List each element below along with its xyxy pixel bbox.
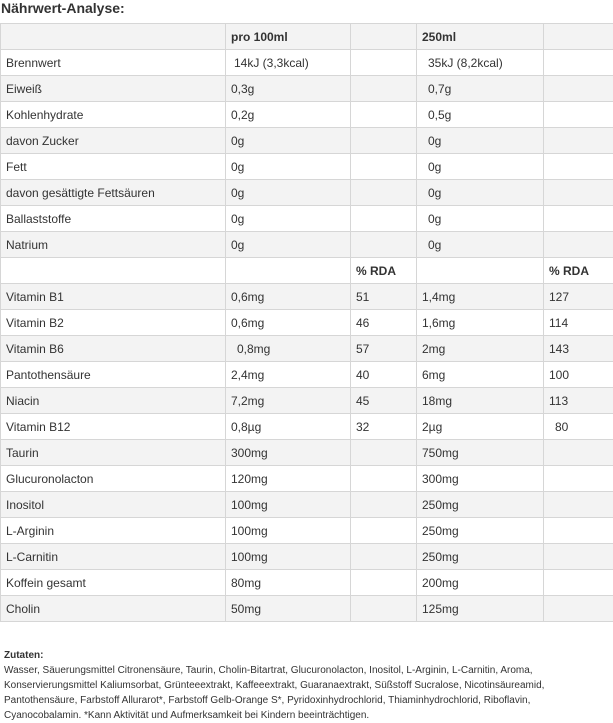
table-row-zucker [1,128,613,154]
value-100ml: 120mg [226,466,351,492]
rda-250ml: 113 [544,388,613,414]
rda-100ml: 40 [351,362,417,388]
empty-cell [351,232,417,258]
empty-cell [544,466,613,492]
value-250ml: 750mg [417,440,544,466]
nutrient-name: Vitamin B12 [1,414,226,440]
empty-cell [351,50,417,76]
header-cell-empty [226,258,351,284]
empty-cell [544,544,613,570]
value-100ml: 14kJ (3,3kcal) [226,50,351,76]
table-row-brennwert [1,50,613,76]
value-100ml: 0,8mg [226,336,351,362]
value-100ml: 0,6mg [226,284,351,310]
value-100ml: 0g [226,154,351,180]
empty-cell [351,570,417,596]
value-250ml: 0g [417,154,544,180]
value-100ml: 2,4mg [226,362,351,388]
table-row-pantothensaeure [1,362,613,388]
empty-cell [351,518,417,544]
value-250ml: 0g [417,232,544,258]
table-row-eiweiss [1,76,613,102]
value-100ml: 0,3g [226,76,351,102]
value-100ml: 0g [226,206,351,232]
nutrient-name: Vitamin B1 [1,284,226,310]
empty-cell [544,206,613,232]
table-row-vitamin-b6 [1,336,613,362]
value-250ml: 300mg [417,466,544,492]
table-row-vitamin-b12 [1,414,613,440]
nutrient-name: Kohlenhydrate [1,102,226,128]
rda-100ml: 57 [351,336,417,362]
table-row-taurin [1,440,613,466]
empty-cell [544,102,613,128]
rda-250ml: 143 [544,336,613,362]
empty-cell [351,492,417,518]
value-250ml: 125mg [417,596,544,622]
rda-250ml: 100 [544,362,613,388]
nutrition-table [0,23,613,622]
header-cell-empty [351,24,417,50]
value-250ml: 250mg [417,518,544,544]
value-250ml: 1,4mg [417,284,544,310]
header-cell-empty [1,24,226,50]
empty-cell [351,180,417,206]
rda-100ml: 51 [351,284,417,310]
nutrient-name: davon gesättigte Fettsäuren [1,180,226,206]
value-100ml: 50mg [226,596,351,622]
nutrient-name: Niacin [1,388,226,414]
nutrient-name: Fett [1,154,226,180]
nutrient-name: Vitamin B2 [1,310,226,336]
empty-cell [351,128,417,154]
value-100ml: 0g [226,128,351,154]
nutrient-name: Pantothensäure [1,362,226,388]
value-250ml: 6mg [417,362,544,388]
header-250ml: 250ml [417,24,544,50]
table-row-vitamin-b1 [1,284,613,310]
value-250ml: 2µg [417,414,544,440]
empty-cell [351,440,417,466]
rda-250ml: 114 [544,310,613,336]
table-row-ballaststoffe [1,206,613,232]
rda-100ml: 46 [351,310,417,336]
ingredients-text: Wasser, Säuerungsmittel Citronensäure, Taurin, Cholin-Bitartrat, Glucuronolacton, Inositol, L-Arginin, L-Carnitin, Aroma, Konservierungsmittel Kaliumsorbat, Grünteeextrakt, Kaffeeextrakt, Guaranaextrakt, Süßstoff Sucralose, Nicotinsäureamid, Pantothensäure, Farbstoff Allurarot*, Farbstoff Gelb-Orange S*, Pyridoxinhydrochlorid, Thiaminhydrochlorid, Riboflavin, Cyanocobalamin. *Kann Aktivität und Aufmerksamkeit bei Kindern beeinträchtigen. [4,665,544,721]
value-100ml: 0g [226,232,351,258]
empty-cell [544,50,613,76]
rda-250ml: 80 [544,414,613,440]
rda-100ml: 45 [351,388,417,414]
header-cell-empty [1,258,226,284]
table-row-fett [1,154,613,180]
header-rda-250ml: % RDA [544,258,613,284]
header-rda-100ml: % RDA [351,258,417,284]
nutrient-name: Ballaststoffe [1,206,226,232]
empty-cell [351,596,417,622]
value-100ml: 0,2g [226,102,351,128]
empty-cell [544,76,613,102]
header-cell-empty [544,24,613,50]
empty-cell [351,544,417,570]
value-250ml: 2mg [417,336,544,362]
value-250ml: 250mg [417,544,544,570]
empty-cell [544,440,613,466]
value-250ml: 250mg [417,492,544,518]
header-cell-empty [417,258,544,284]
value-250ml: 0g [417,180,544,206]
value-100ml: 100mg [226,492,351,518]
value-100ml: 100mg [226,544,351,570]
nutrient-name: Koffein gesamt [1,570,226,596]
empty-cell [544,128,613,154]
empty-cell [544,180,613,206]
rda-100ml: 32 [351,414,417,440]
empty-cell [351,206,417,232]
table-row-l-arginin [1,518,613,544]
nutrient-name: Glucuronolacton [1,466,226,492]
value-250ml: 200mg [417,570,544,596]
table-row-kohlenhydrate [1,102,613,128]
nutrient-name: Natrium [1,232,226,258]
value-100ml: 300mg [226,440,351,466]
empty-cell [351,466,417,492]
table-row-l-carnitin [1,544,613,570]
empty-cell [351,102,417,128]
value-250ml: 18mg [417,388,544,414]
empty-cell [544,596,613,622]
empty-cell [544,492,613,518]
nutrient-name: davon Zucker [1,128,226,154]
table-rda-header-row [1,258,613,284]
value-250ml: 0,5g [417,102,544,128]
nutrient-name: L-Carnitin [1,544,226,570]
table-row-natrium [1,232,613,258]
value-100ml: 0,6mg [226,310,351,336]
page-title: Nährwert-Analyse: [1,0,125,20]
value-100ml: 7,2mg [226,388,351,414]
nutrient-name: Brennwert [1,50,226,76]
value-250ml: 0g [417,206,544,232]
table-header-row [1,24,613,50]
nutrient-name: Cholin [1,596,226,622]
nutrient-name: Eiweiß [1,76,226,102]
value-100ml: 100mg [226,518,351,544]
value-250ml: 0g [417,128,544,154]
value-250ml: 1,6mg [417,310,544,336]
ingredients-label: Zutaten: [4,649,610,663]
empty-cell [544,570,613,596]
table-row-cholin [1,596,613,622]
ingredients-section [4,649,610,723]
nutrient-name: Taurin [1,440,226,466]
table-row-vitamin-b2 [1,310,613,336]
value-100ml: 0,8µg [226,414,351,440]
table-row-glucuronolacton [1,466,613,492]
header-pro-100ml: pro 100ml [226,24,351,50]
table-row-koffein [1,570,613,596]
nutrient-name: Inositol [1,492,226,518]
value-100ml: 80mg [226,570,351,596]
nutrient-name: Vitamin B6 [1,336,226,362]
empty-cell [544,518,613,544]
table-row-fettsaeuren [1,180,613,206]
empty-cell [351,76,417,102]
empty-cell [544,154,613,180]
rda-250ml: 127 [544,284,613,310]
empty-cell [544,232,613,258]
value-250ml: 0,7g [417,76,544,102]
table-row-inositol [1,492,613,518]
nutrient-name: L-Arginin [1,518,226,544]
value-250ml: 35kJ (8,2kcal) [417,50,544,76]
table-row-niacin [1,388,613,414]
empty-cell [351,154,417,180]
value-100ml: 0g [226,180,351,206]
